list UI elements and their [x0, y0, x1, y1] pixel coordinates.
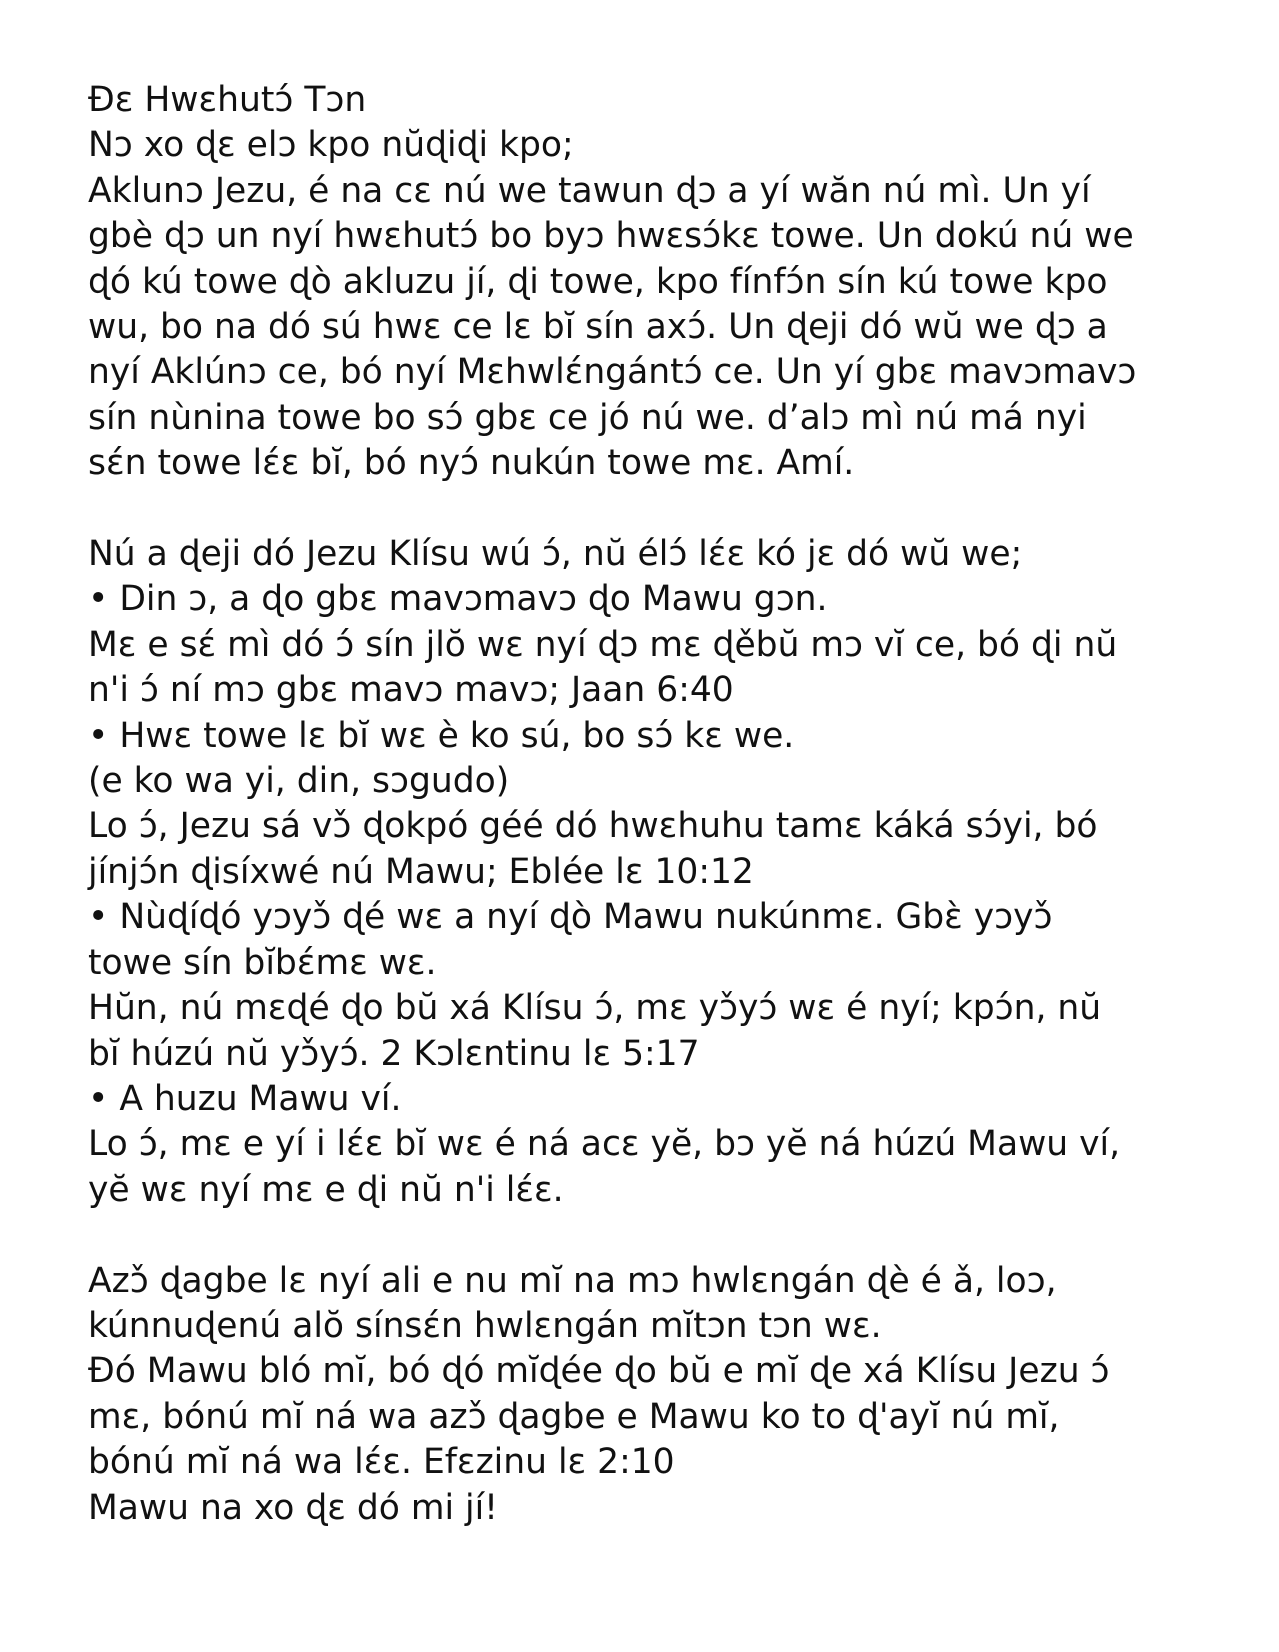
prayer-intro: Nɔ xo ɖɛ elɔ kpo nŭɖiɖi kpo;: [88, 125, 574, 166]
document-page: [88, 78, 1208, 1531]
scripture-line: n'i ɔ́ ní mɔ gbɛ mavɔ mavɔ; Jaan 6:40: [88, 670, 734, 711]
paragraph-spacer: [88, 487, 1208, 532]
closing-blessing: Mawu na xo ɖɛ dó mi jí!: [88, 1487, 499, 1528]
section-line: Nú a ɖeji dó Jezu Klísu wú ɔ́, nŭ élɔ́ lɛ́ɛ kó jɛ dó wŭ we;: [88, 534, 1023, 575]
bullet-item: • A huzu Mawu ví.: [88, 1078, 402, 1119]
prayer-line: nyí Aklúnɔ ce, bó nyí Mɛhwlɛ́ngántɔ́ ce. Un yí gbɛ mavɔmavɔ: [88, 352, 1137, 393]
prayer-line: sín nùnina towe bo sɔ́ gbɛ ce jó nú we. d’alɔ mì nú má nyi: [88, 397, 1087, 438]
scripture-line: bónú mĭ ná wa lɛ́ɛ. Efɛzinu lɛ 2:10: [88, 1442, 675, 1483]
section-line: (e ko wa yi, din, sɔgudo): [88, 761, 510, 802]
prayer-line: gbè ɖɔ un nyí hwɛhutɔ́ bo byɔ hwɛsɔ́kɛ towe. Un dokú nú we: [88, 216, 1134, 257]
bullet-item: • Hwɛ towe lɛ bĭ wɛ è ko sú, bo sɔ́ kɛ we.: [88, 715, 795, 756]
scripture-line: Ɖó Mawu bló mĭ, bó ɖó mĭɖée ɖo bŭ e mĭ ɖe xá Klísu Jezu ɔ́: [88, 1351, 1110, 1392]
scripture-line: jínjɔ́n ɖisíxwé nú Mawu; Eblée lɛ 10:12: [88, 851, 754, 892]
section-line: Azɔ̌ ɖagbe lɛ nyí ali e nu mĭ na mɔ hwlɛngán ɖè é ǎ, loɔ,: [88, 1260, 1057, 1301]
scripture-line: Hŭn, nú mɛɖé ɖo bŭ xá Klísu ɔ́, mɛ yɔ̌yɔ́ wɛ é nyí; kpɔ́n, nŭ: [88, 988, 1102, 1029]
scripture-line: Lo ɔ́, Jezu sá vɔ̌ ɖokpó géé dó hwɛhuhu tamɛ káká sɔ́yi, bó: [88, 806, 1098, 847]
section-line: kúnnuɖenú alŏ sínsɛ́n hwlɛngán mĭtɔn tɔn wɛ.: [88, 1305, 882, 1346]
bullet-item: • Nùɖíɖó yɔyɔ̌ ɖé wɛ a nyí ɖò Mawu nukúnmɛ. Gbɛ̀ yɔyɔ̌: [88, 897, 1053, 938]
paragraph-spacer: [88, 1213, 1208, 1258]
bullet-item: • Din ɔ, a ɖo gbɛ mavɔmavɔ ɖo Mawu gɔn.: [88, 579, 828, 620]
prayer-line: sɛ́n towe lɛ́ɛ bĭ, bó nyɔ́ nukún towe mɛ. Amí.: [88, 443, 855, 484]
prayer-line: ɖó kú towe ɖò akluzu jí, ɖi towe, kpo fínfɔ́n sín kú towe kpo: [88, 261, 1108, 302]
scripture-line: Mɛ e sɛ́ mì dó ɔ́ sín jlŏ wɛ nyí ɖɔ mɛ ɖěbŭ mɔ vĭ ce, bó ɖi nŭ: [88, 624, 1118, 665]
document-title: Ɖɛ Hwɛhutɔ́ Tɔn: [88, 80, 367, 120]
prayer-line: Aklunɔ Jezu, é na cɛ nú we tawun ɖɔ a yí wăn nú mì. Un yí: [88, 170, 1091, 211]
scripture-line: bĭ húzú nŭ yɔ̌yɔ́. 2 Kɔlɛntinu lɛ 5:17: [88, 1033, 700, 1074]
prayer-paragraph: [88, 169, 1208, 487]
section-line: towe sín bĭbɛ́mɛ wɛ.: [88, 942, 437, 983]
scripture-line: Lo ɔ́, mɛ e yí i lɛ́ɛ bĭ wɛ é ná acɛ yĕ, bɔ yĕ ná húzú Mawu ví,: [88, 1124, 1121, 1165]
scripture-line: mɛ, bónú mĭ ná wa azɔ̌ ɖagbe e Mawu ko to ɖ'ayĭ nú mĭ,: [88, 1396, 1060, 1437]
assurance-section: [88, 532, 1208, 1213]
closing-section: [88, 1259, 1208, 1531]
prayer-line: wu, bo na dó sú hwɛ ce lɛ bĭ sín axɔ́. Un ɖeji dó wŭ we ɖɔ a: [88, 307, 1108, 348]
scripture-line: yĕ wɛ nyí mɛ e ɖi nŭ n'i lɛ́ɛ.: [88, 1169, 564, 1210]
